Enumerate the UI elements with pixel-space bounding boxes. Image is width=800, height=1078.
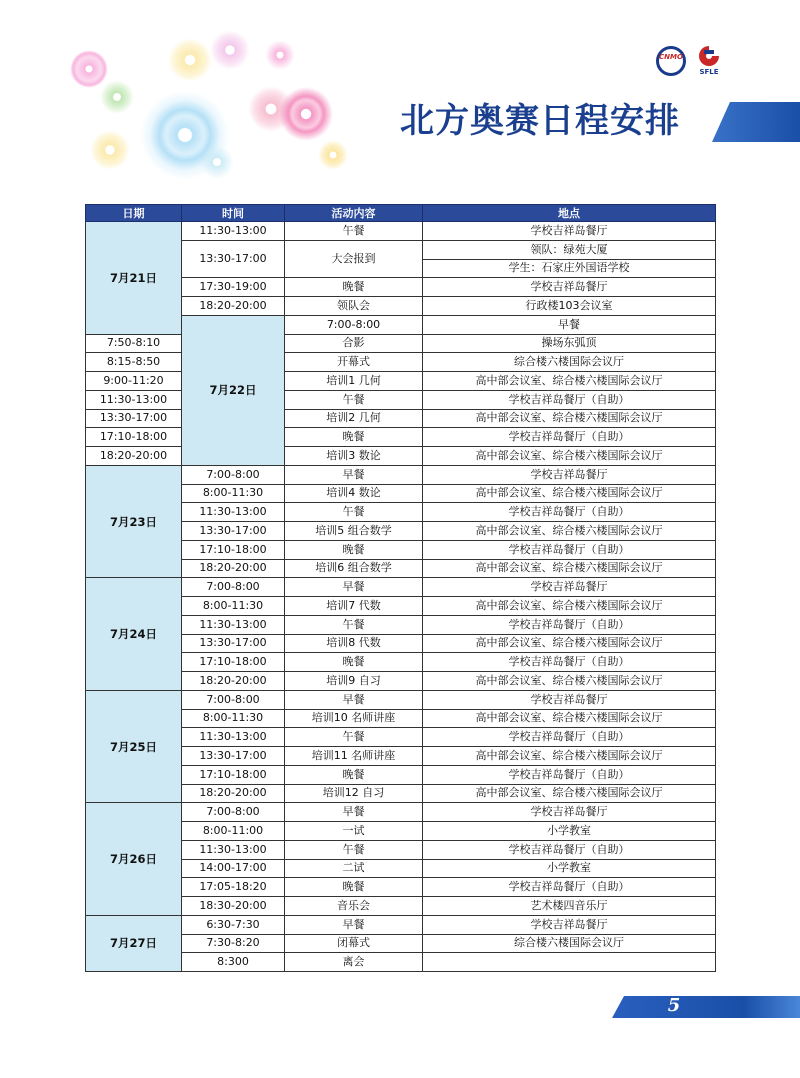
activity-cell: 二试 (285, 859, 423, 878)
location-cell: 艺术楼四音乐厅 (423, 897, 716, 916)
column-header-date: 日期 (86, 205, 182, 222)
time-cell: 7:00-8:00 (182, 690, 285, 709)
location-cell: 高中部会议室、综合楼六楼国际会议厅 (423, 672, 716, 691)
activity-cell: 培训8 代数 (285, 634, 423, 653)
time-cell: 11:30-13:00 (182, 728, 285, 747)
table-row (86, 409, 716, 428)
time-cell: 17:10-18:00 (86, 428, 182, 447)
activity-cell: 培训9 自习 (285, 672, 423, 691)
location-cell: 高中部会议室、综合楼六楼国际会议厅 (423, 522, 716, 541)
time-cell: 8:15-8:50 (86, 353, 182, 372)
bubble-decoration (100, 80, 134, 114)
location-cell: 学校吉祥岛餐厅 (423, 915, 716, 934)
time-cell: 8:00-11:00 (182, 822, 285, 841)
activity-cell: 早餐 (285, 578, 423, 597)
time-cell: 17:10-18:00 (182, 540, 285, 559)
time-cell: 7:30-8:20 (182, 934, 285, 953)
activity-cell: 早餐 (285, 690, 423, 709)
time-cell: 7:00-8:00 (182, 803, 285, 822)
time-cell: 8:300 (182, 953, 285, 972)
activity-cell: 午餐 (285, 615, 423, 634)
date-cell: 7月21日 (86, 222, 182, 335)
column-header-activity: 活动内容 (285, 205, 423, 222)
decorative-bubbles (40, 20, 380, 180)
page-number: 5 (667, 995, 681, 1016)
time-cell: 17:10-18:00 (182, 765, 285, 784)
activity-cell: 早餐 (423, 315, 716, 334)
time-cell: 13:30-17:00 (182, 634, 285, 653)
location-cell: 学校吉祥岛餐厅（自助） (423, 615, 716, 634)
activity-cell: 培训5 组合数学 (285, 522, 423, 541)
table-header-row (86, 205, 716, 222)
location-cell: 高中部会议室、综合楼六楼国际会议厅 (423, 784, 716, 803)
activity-cell: 早餐 (285, 803, 423, 822)
location-cell: 学校吉祥岛餐厅（自助） (423, 728, 716, 747)
time-cell: 13:30-17:00 (182, 240, 285, 278)
location-cell: 领队：绿苑大厦 (423, 240, 716, 259)
activity-cell: 开幕式 (285, 353, 423, 372)
time-cell: 8:00-11:30 (182, 709, 285, 728)
activity-cell: 培训2 几何 (285, 409, 423, 428)
time-cell: 9:00-11:20 (86, 372, 182, 391)
time-cell: 11:30-13:00 (182, 840, 285, 859)
date-cell: 7月24日 (86, 578, 182, 691)
time-cell: 18:20-20:00 (86, 447, 182, 466)
title-accent-bar (712, 102, 800, 142)
activity-cell: 晚餐 (285, 540, 423, 559)
location-cell: 学校吉祥岛餐厅（自助） (423, 540, 716, 559)
activity-cell: 培训1 几何 (285, 372, 423, 391)
activity-cell: 晚餐 (285, 878, 423, 897)
location-cell: 学校吉祥岛餐厅 (423, 578, 716, 597)
logos (656, 44, 726, 80)
activity-cell: 音乐会 (285, 897, 423, 916)
activity-cell: 午餐 (285, 840, 423, 859)
table-row (86, 915, 716, 934)
date-cell: 7月23日 (86, 465, 182, 578)
bubble-decoration (210, 30, 250, 70)
time-cell: 13:30-17:00 (182, 747, 285, 766)
page-number-bar (612, 996, 800, 1018)
activity-cell: 大会报到 (285, 240, 423, 278)
location-cell: 高中部会议室、综合楼六楼国际会议厅 (423, 447, 716, 466)
bubble-decoration (70, 50, 108, 88)
time-cell: 18:30-20:00 (182, 897, 285, 916)
cnmo-logo-text: CNMO (659, 53, 683, 61)
location-cell: 高中部会议室、综合楼六楼国际会议厅 (423, 409, 716, 428)
location-cell: 学校吉祥岛餐厅 (423, 803, 716, 822)
table-row (86, 447, 716, 466)
schedule-body (86, 222, 716, 972)
table-row (86, 390, 716, 409)
time-cell: 18:20-20:00 (182, 297, 285, 316)
cnmo-logo (656, 46, 686, 76)
activity-cell: 晚餐 (285, 278, 423, 297)
table-row (86, 690, 716, 709)
time-cell: 11:30-13:00 (182, 222, 285, 241)
table-row (86, 578, 716, 597)
table-row (86, 465, 716, 484)
activity-cell: 培训10 名师讲座 (285, 709, 423, 728)
activity-cell: 领队会 (285, 297, 423, 316)
location-cell (423, 953, 716, 972)
sfle-logo-text: SFLE (699, 68, 719, 76)
activity-cell: 午餐 (285, 390, 423, 409)
bubble-decoration (200, 145, 234, 179)
time-cell: 18:20-20:00 (182, 784, 285, 803)
location-cell: 小学教室 (423, 822, 716, 841)
location-cell: 高中部会议室、综合楼六楼国际会议厅 (423, 597, 716, 616)
activity-cell: 合影 (285, 334, 423, 353)
location-cell: 学校吉祥岛餐厅（自助） (423, 390, 716, 409)
bubble-decoration (90, 130, 130, 170)
activity-cell: 晚餐 (285, 653, 423, 672)
date-cell: 7月27日 (86, 915, 182, 971)
table-row (86, 353, 716, 372)
activity-cell: 午餐 (285, 222, 423, 241)
location-cell: 高中部会议室、综合楼六楼国际会议厅 (423, 747, 716, 766)
location-cell: 学校吉祥岛餐厅（自助） (423, 878, 716, 897)
activity-cell: 晚餐 (285, 765, 423, 784)
table-row (86, 372, 716, 391)
location-cell: 高中部会议室、综合楼六楼国际会议厅 (423, 634, 716, 653)
activity-cell: 培训4 数论 (285, 484, 423, 503)
location-cell: 高中部会议室、综合楼六楼国际会议厅 (423, 709, 716, 728)
activity-cell: 培训12 自习 (285, 784, 423, 803)
time-cell: 7:00-8:00 (285, 315, 423, 334)
column-header-time: 时间 (182, 205, 285, 222)
time-cell: 8:00-11:30 (182, 597, 285, 616)
time-cell: 18:20-20:00 (182, 672, 285, 691)
page-title: 北方奥赛日程安排 (400, 101, 680, 141)
activity-cell: 一试 (285, 822, 423, 841)
time-cell: 6:30-7:30 (182, 915, 285, 934)
location-cell: 学校吉祥岛餐厅 (423, 465, 716, 484)
time-cell: 7:00-8:00 (182, 465, 285, 484)
time-cell: 11:30-13:00 (182, 503, 285, 522)
table-row (86, 222, 716, 241)
date-cell: 7月25日 (86, 690, 182, 803)
bubble-decoration (318, 140, 348, 170)
time-cell: 11:30-13:00 (182, 615, 285, 634)
column-header-location: 地点 (423, 205, 716, 222)
location-cell: 行政楼103会议室 (423, 297, 716, 316)
activity-cell: 培训3 数论 (285, 447, 423, 466)
time-cell: 17:10-18:00 (182, 653, 285, 672)
schedule-table (85, 204, 716, 972)
location-cell: 学校吉祥岛餐厅（自助） (423, 653, 716, 672)
location-cell: 学校吉祥岛餐厅 (423, 690, 716, 709)
location-cell: 高中部会议室、综合楼六楼国际会议厅 (423, 484, 716, 503)
table-row (86, 803, 716, 822)
bubble-decoration (278, 86, 334, 142)
time-cell: 13:30-17:00 (182, 522, 285, 541)
time-cell: 7:00-8:00 (182, 578, 285, 597)
time-cell: 7:50-8:10 (86, 334, 182, 353)
date-cell: 7月22日 (182, 315, 285, 465)
table-row (86, 428, 716, 447)
time-cell: 17:30-19:00 (182, 278, 285, 297)
time-cell: 14:00-17:00 (182, 859, 285, 878)
bubble-decoration (265, 40, 295, 70)
activity-cell: 午餐 (285, 728, 423, 747)
location-cell: 高中部会议室、综合楼六楼国际会议厅 (423, 372, 716, 391)
activity-cell: 早餐 (285, 915, 423, 934)
activity-cell: 晚餐 (285, 428, 423, 447)
location-cell: 学校吉祥岛餐厅（自助） (423, 765, 716, 784)
time-cell: 17:05-18:20 (182, 878, 285, 897)
activity-cell: 早餐 (285, 465, 423, 484)
location-cell: 操场东弧顶 (423, 334, 716, 353)
activity-cell: 培训6 组合数学 (285, 559, 423, 578)
time-cell: 18:20-20:00 (182, 559, 285, 578)
time-cell: 11:30-13:00 (86, 390, 182, 409)
location-cell: 综合楼六楼国际会议厅 (423, 353, 716, 372)
date-cell: 7月26日 (86, 803, 182, 916)
activity-cell: 闭幕式 (285, 934, 423, 953)
location-cell: 学生：石家庄外国语学校 (423, 259, 716, 278)
bubble-decoration (168, 38, 212, 82)
location-cell: 学校吉祥岛餐厅 (423, 278, 716, 297)
location-cell: 学校吉祥岛餐厅（自助） (423, 428, 716, 447)
time-cell: 13:30-17:00 (86, 409, 182, 428)
activity-cell: 午餐 (285, 503, 423, 522)
activity-cell: 培训11 名师讲座 (285, 747, 423, 766)
activity-cell: 培训7 代数 (285, 597, 423, 616)
activity-cell: 离会 (285, 953, 423, 972)
location-cell: 高中部会议室、综合楼六楼国际会议厅 (423, 559, 716, 578)
location-cell: 综合楼六楼国际会议厅 (423, 934, 716, 953)
location-cell: 学校吉祥岛餐厅（自助） (423, 503, 716, 522)
location-cell: 学校吉祥岛餐厅 (423, 222, 716, 241)
time-cell: 8:00-11:30 (182, 484, 285, 503)
location-cell: 小学教室 (423, 859, 716, 878)
location-cell: 学校吉祥岛餐厅（自助） (423, 840, 716, 859)
table-row (86, 334, 716, 353)
